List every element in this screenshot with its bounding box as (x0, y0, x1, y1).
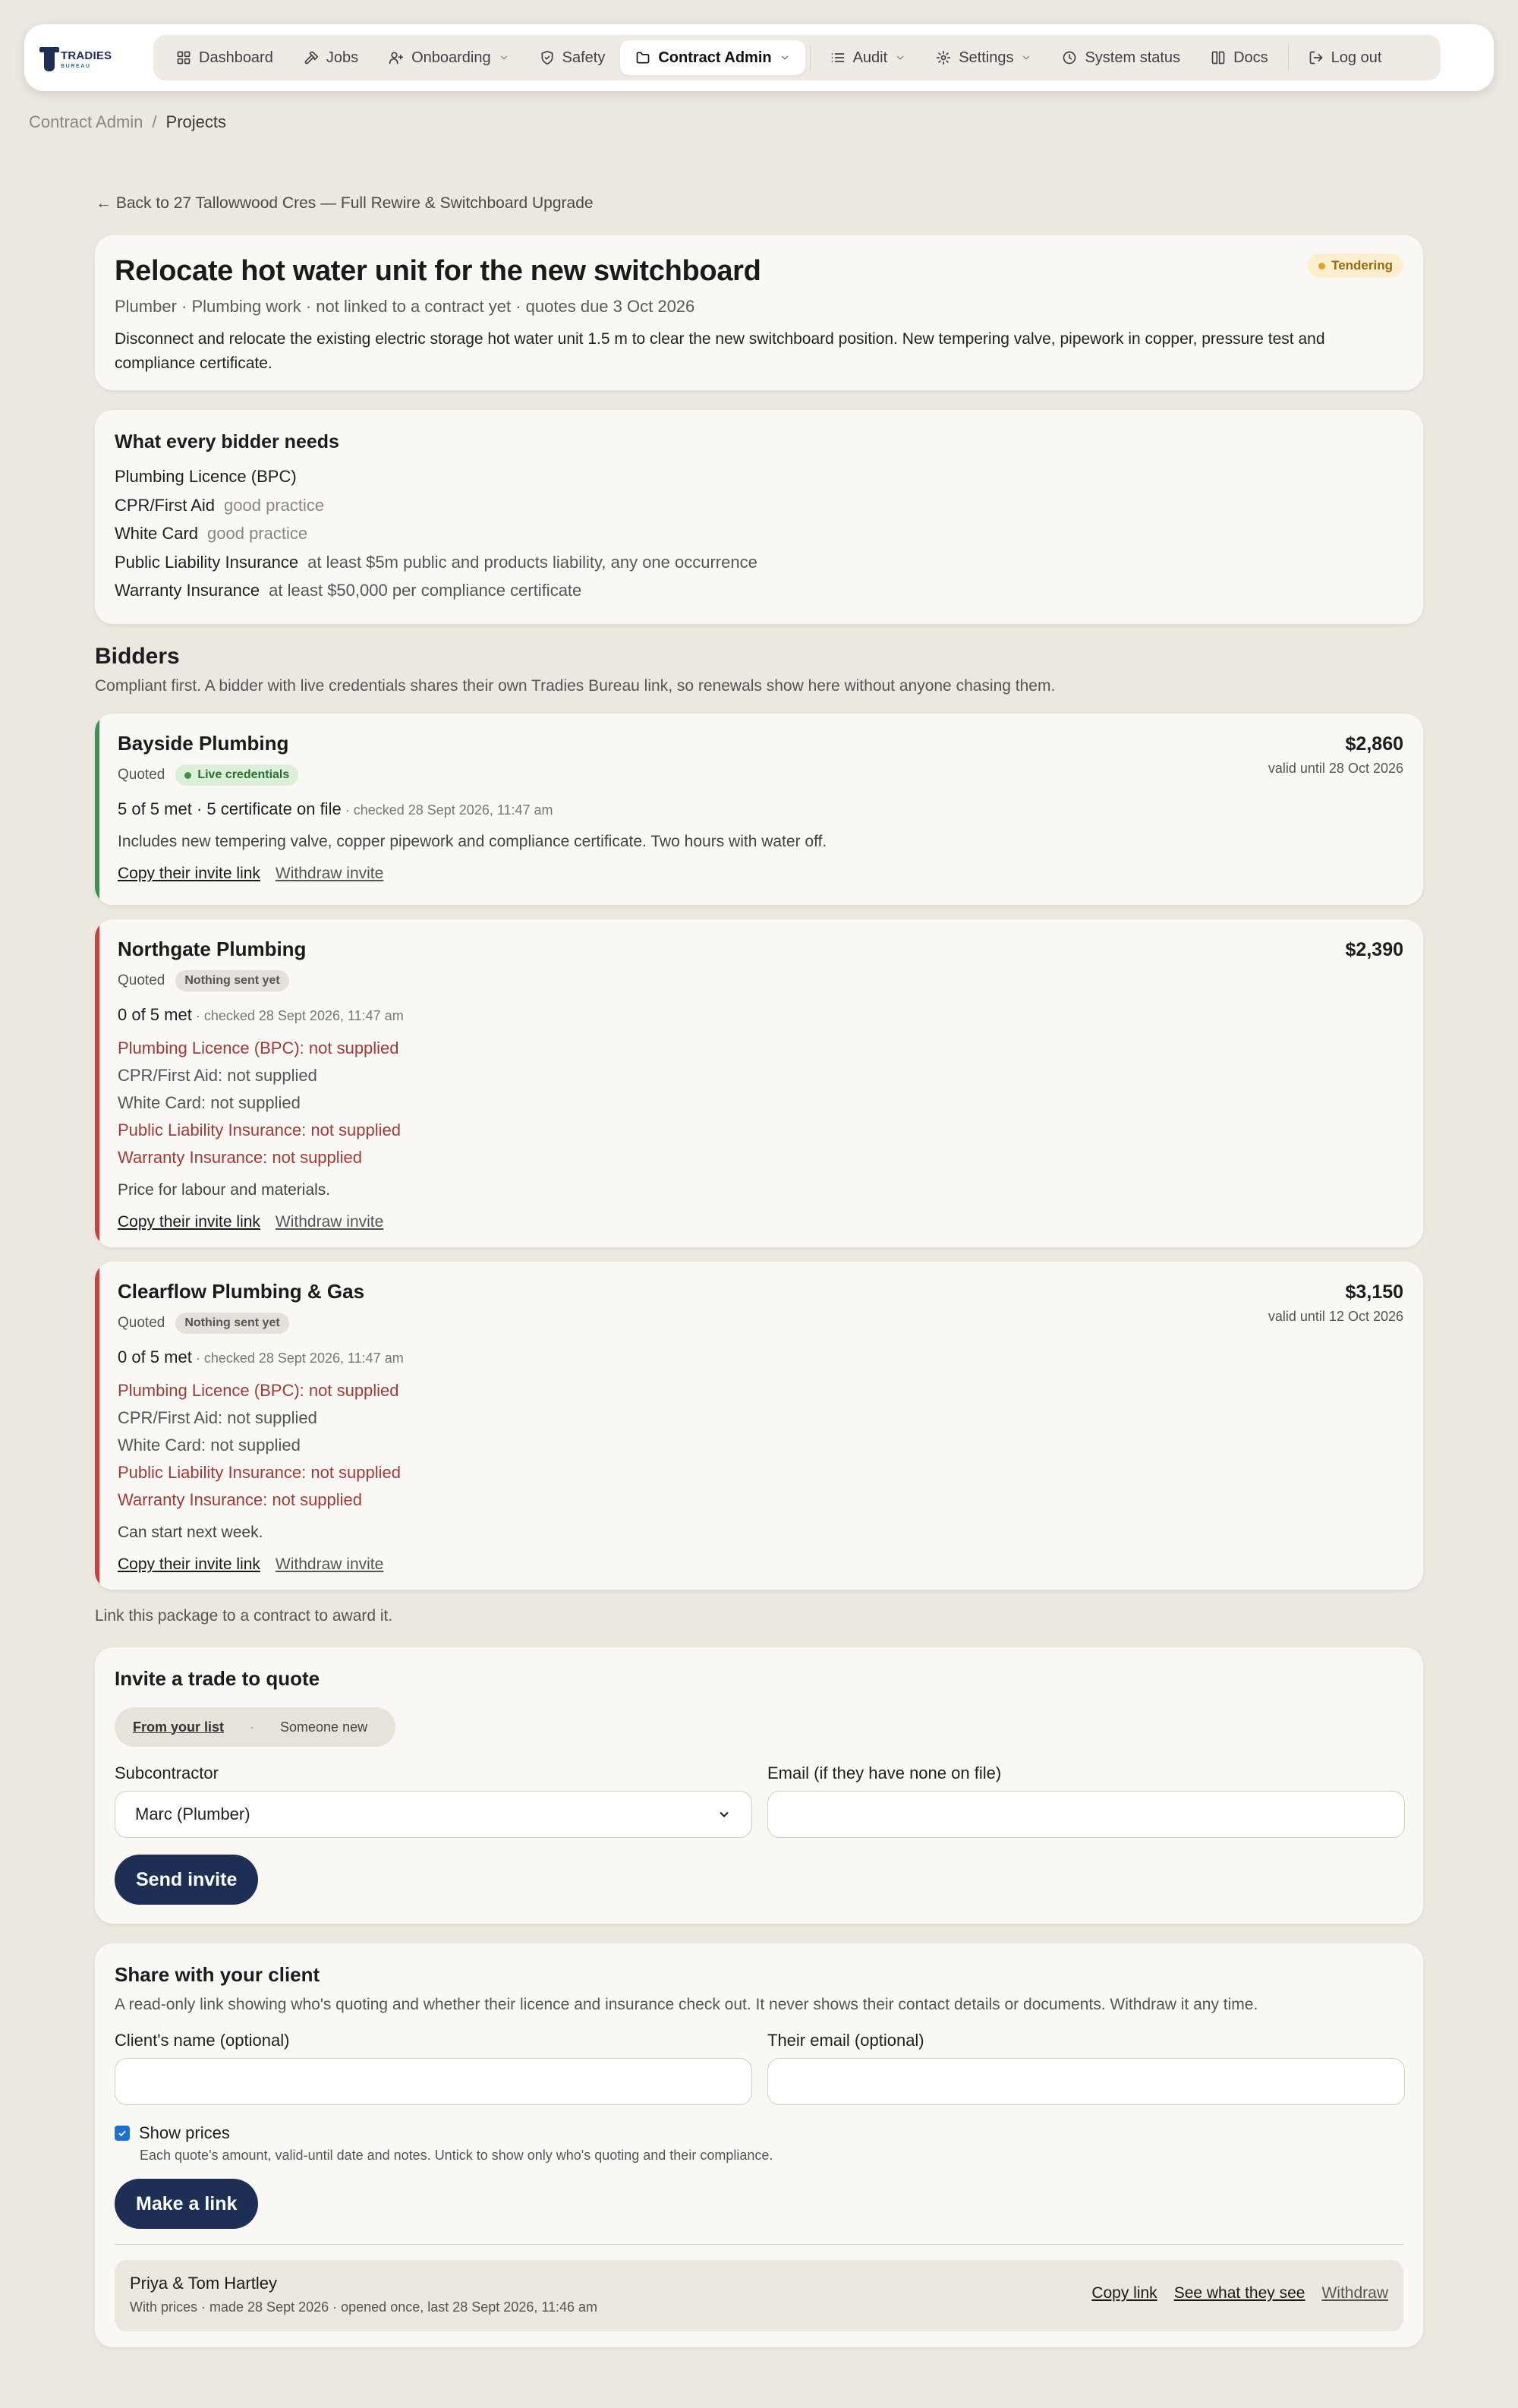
invite-card (95, 1647, 1423, 1924)
breadcrumb-parent[interactable]: Contract Admin (29, 112, 143, 131)
chevron-down-icon (716, 1807, 732, 1822)
link-package-note: Link this package to a contract to award it. (95, 1607, 393, 1625)
gear-icon (936, 50, 951, 65)
breadcrumb (29, 112, 226, 132)
requirement-name: Plumbing Licence (BPC) (115, 467, 297, 486)
nav-divider (810, 45, 811, 71)
make-link-button[interactable]: Make a link (115, 2179, 258, 2229)
bidder-card (95, 714, 1423, 905)
bidder-card (95, 1262, 1423, 1590)
bid-price: $3,150 (1345, 1281, 1403, 1303)
bidder-state: Quoted (118, 1315, 165, 1331)
nav-safety[interactable] (524, 40, 621, 75)
nav-label: Docs (1233, 49, 1268, 66)
user-plus-icon (389, 50, 404, 65)
folder-icon (635, 50, 650, 65)
nav-onboarding[interactable] (373, 40, 524, 75)
nav-jobs[interactable] (288, 40, 373, 75)
shared-link-recipient: Priya & Tom Hartley (130, 2274, 277, 2293)
client-name-field[interactable] (115, 2058, 752, 2105)
logo-subtext: BUREAU (61, 63, 91, 69)
email-label: Email (if they have none on file) (767, 1763, 1002, 1782)
credential-badge-label: Nothing sent yet (184, 1316, 280, 1329)
client-name-label: Client's name (optional) (115, 2031, 290, 2050)
nav-audit[interactable] (815, 40, 921, 75)
credential-badge (175, 1313, 288, 1334)
nav-label: Settings (959, 49, 1014, 66)
copy-invite-link[interactable]: Copy their invite link (118, 1213, 260, 1231)
requirement-name: Public Liability Insurance (115, 552, 299, 572)
requirement-row (115, 581, 1403, 610)
bid-price: $2,390 (1345, 939, 1403, 960)
share-heading: Share with your client (115, 1963, 320, 1986)
requirement-note: good practice (224, 495, 325, 515)
checked-time: · checked 28 Sept 2026, 11:47 am (341, 802, 553, 818)
bidder-state: Quoted (118, 767, 165, 783)
requirement-name: White Card (115, 524, 199, 543)
nav-label: Audit (852, 49, 888, 66)
missing-requirement: Public Liability Insurance: not supplied (118, 1463, 402, 1482)
nav-bar (153, 35, 1441, 80)
bidder-state: Quoted (118, 972, 165, 988)
email-field[interactable] (767, 1791, 1405, 1838)
bid-note: Includes new tempering valve, copper pipework and compliance certificate. Two hours with water off. (118, 833, 827, 850)
show-prices-checkbox[interactable] (115, 2126, 130, 2141)
send-invite-button[interactable]: Send invite (115, 1855, 258, 1905)
nav-system-status[interactable] (1047, 40, 1195, 75)
toggle-separator: · (250, 1719, 255, 1735)
nav-label: Jobs (326, 49, 359, 66)
hammer-icon (304, 50, 319, 65)
nav-label: System status (1085, 49, 1181, 66)
logo-text: TRADIES (61, 49, 112, 62)
requirement-name: CPR/First Aid (115, 495, 216, 515)
top-nav (24, 24, 1494, 91)
bid-price: $2,860 (1345, 733, 1403, 755)
share-subtitle: A read-only link showing who's quoting and whether their licence and insurance check out. It never shows their contact details or documents. Withdraw it any time. (115, 1996, 1258, 2013)
bid-note: Price for labour and materials. (118, 1181, 331, 1199)
credential-badge-label: Nothing sent yet (184, 974, 280, 987)
nav-label: Onboarding (411, 49, 491, 66)
withdraw-invite-link[interactable]: Withdraw invite (275, 1555, 384, 1573)
nav-docs[interactable] (1195, 40, 1283, 75)
missing-requirement: Warranty Insurance: not supplied (118, 1490, 363, 1509)
live-dot-icon (184, 772, 191, 779)
shield-icon (540, 50, 555, 65)
logout-icon (1309, 50, 1324, 65)
requirement-note: at least $50,000 per compliance certificate (269, 581, 582, 600)
chevron-down-icon (499, 52, 509, 63)
see-what-they-see-link[interactable]: See what they see (1173, 2284, 1305, 2302)
withdraw-link[interactable]: Withdraw (1321, 2284, 1388, 2302)
back-link[interactable]: ← Back to 27 Tallowwood Cres — Full Rewire & Switchboard Upgrade (96, 194, 594, 212)
missing-requirement: Warranty Insurance: not supplied (118, 1148, 363, 1167)
withdraw-invite-link[interactable]: Withdraw invite (275, 1213, 384, 1231)
nav-settings[interactable] (921, 40, 1047, 75)
bid-valid-until: valid until 28 Oct 2026 (1268, 761, 1403, 776)
nav-label: Dashboard (199, 49, 273, 66)
missing-requirement: White Card: not supplied (118, 1436, 301, 1455)
chevron-down-icon (779, 52, 790, 63)
compliance-summary: 0 of 5 met (118, 1347, 192, 1366)
missing-requirement: CPR/First Aid: not supplied (118, 1408, 317, 1427)
breadcrumb-separator: / (152, 112, 157, 131)
credential-badge (175, 764, 298, 786)
package-header-card (95, 235, 1423, 390)
missing-requirement: Plumbing Licence (BPC): not supplied (118, 1039, 399, 1057)
nav-label: Contract Admin (658, 49, 772, 66)
client-email-label: Their email (optional) (767, 2031, 924, 2050)
compliance-summary: 0 of 5 met (118, 1005, 192, 1024)
show-prices-help: Each quote's amount, valid-until date and notes. Untick to show only who's quoting and their compliance. (140, 2148, 773, 2163)
shared-link-info: With prices · made 28 Sept 2026 · opened once, last 28 Sept 2026, 11:46 am (130, 2299, 598, 2315)
logo-mark-icon (44, 47, 55, 71)
tab-from-your-list[interactable]: From your list (133, 1719, 225, 1735)
bid-note: Can start next week. (118, 1524, 263, 1541)
requirement-name: Warranty Insurance (115, 581, 260, 600)
missing-requirement: Plumbing Licence (BPC): not supplied (118, 1381, 399, 1400)
check-icon (117, 2128, 128, 2139)
bidders-heading: Bidders (95, 644, 180, 669)
missing-requirement: Public Liability Insurance: not supplied (118, 1120, 402, 1139)
requirement-row (115, 496, 1403, 525)
page-title: Relocate hot water unit for the new switchboard (115, 255, 761, 287)
chevron-down-icon (895, 52, 905, 63)
copy-invite-link[interactable]: Copy their invite link (118, 865, 260, 882)
withdraw-invite-link[interactable]: Withdraw invite (275, 865, 384, 882)
subcontractor-selected: Marc (Plumber) (135, 1804, 250, 1823)
status-dot-icon (1318, 263, 1325, 269)
checked-time: · checked 28 Sept 2026, 11:47 am (191, 1351, 404, 1366)
status-badge-label: Tendering (1331, 258, 1393, 273)
chevron-down-icon (1021, 52, 1031, 63)
requirement-row (115, 467, 1403, 496)
share-client-card (95, 1943, 1423, 2347)
requirements-card (95, 410, 1423, 624)
requirement-note: at least $5m public and products liability, any one occurrence (307, 552, 757, 572)
breadcrumb-current: Projects (165, 112, 227, 131)
list-icon (830, 50, 846, 65)
client-email-field[interactable] (767, 2058, 1405, 2105)
credential-badge-label: Live credentials (197, 768, 290, 781)
tradies-bureau-logo[interactable] (44, 44, 150, 74)
status-badge (1308, 254, 1403, 278)
compliance-summary: 5 of 5 met · 5 certificate on file (118, 799, 342, 818)
package-meta: Plumber · Plumbing work · not linked to a contract yet · quotes due 3 Oct 2026 (115, 297, 695, 316)
copy-link[interactable]: Copy link (1091, 2284, 1157, 2302)
grid-icon (176, 50, 191, 65)
bidder-name: Northgate Plumbing (118, 938, 307, 960)
clock-icon (1062, 50, 1077, 65)
subcontractor-select[interactable] (115, 1791, 752, 1838)
copy-invite-link[interactable]: Copy their invite link (118, 1555, 260, 1573)
requirement-row (115, 524, 1403, 553)
shared-link-row (115, 2260, 1403, 2331)
bidder-name: Clearflow Plumbing & Gas (118, 1280, 365, 1303)
credential-badge (175, 970, 288, 991)
missing-requirement: CPR/First Aid: not supplied (118, 1066, 317, 1085)
book-icon (1211, 50, 1226, 65)
tab-someone-new[interactable]: Someone new (280, 1719, 368, 1735)
package-description: Disconnect and relocate the existing electric storage hot water unit 1.5 m to clear the new switchboard position. New tempering valve, pipework in copper, pressure test and compliance certificate. (115, 330, 1325, 372)
bid-valid-until: valid until 12 Oct 2026 (1268, 1309, 1403, 1324)
nav-contract-admin[interactable] (620, 40, 805, 75)
checked-time: · checked 28 Sept 2026, 11:47 am (191, 1008, 404, 1023)
requirements-heading: What every bidder needs (115, 431, 339, 452)
requirement-note: good practice (207, 524, 308, 543)
nav-divider (1288, 45, 1289, 71)
invite-heading: Invite a trade to quote (115, 1667, 320, 1690)
divider (115, 2244, 1403, 2245)
invite-source-toggle (115, 1707, 395, 1747)
bidder-card (95, 919, 1423, 1247)
requirement-row (115, 553, 1403, 582)
bidder-name: Bayside Plumbing (118, 732, 289, 755)
nav-dashboard[interactable] (161, 40, 288, 75)
nav-label: Safety (562, 49, 606, 66)
nav-logout[interactable] (1293, 40, 1397, 75)
show-prices-label: Show prices (139, 2123, 230, 2142)
subcontractor-label: Subcontractor (115, 1763, 219, 1782)
nav-label: Log out (1331, 49, 1382, 66)
bidders-subtitle: Compliant first. A bidder with live credentials shares their own Tradies Bureau link, so renewals show here without anyone chasing them. (95, 677, 1056, 695)
missing-requirement: White Card: not supplied (118, 1093, 301, 1112)
